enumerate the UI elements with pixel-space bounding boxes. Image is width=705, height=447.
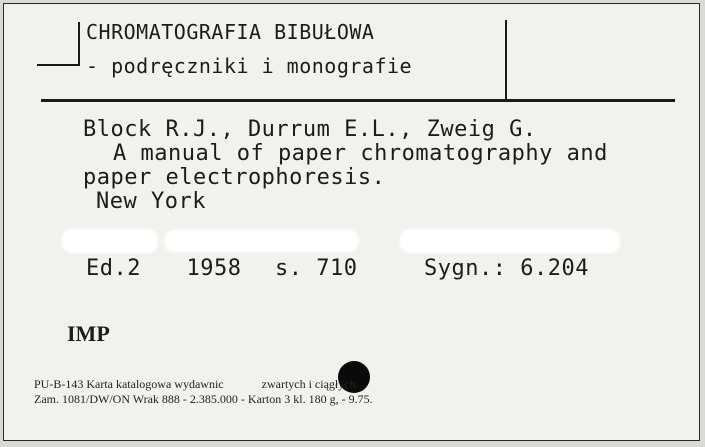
footer-text-a: PU-B-143 Karta katalogowa wydawnic	[34, 377, 224, 391]
edition-line	[86, 256, 357, 282]
edition: Ed.2	[86, 256, 141, 281]
entry-authors: Block R.J., Durrum E.L., Zweig G.	[83, 117, 537, 142]
footer-line-2: Zam. 1081/DW/ON Wrak 888 - 2.385.000 - Karton 3 kl. 180 g, - 9.75.	[34, 392, 373, 406]
redaction-mark	[62, 229, 158, 253]
year: 1958	[186, 256, 242, 281]
entry-title: A manual of paper chromatography and	[113, 141, 608, 166]
location-code: IMP	[67, 321, 110, 346]
subject-heading: CHROMATOGRAFIA BIBUŁOWA	[86, 20, 375, 44]
footer-line-1	[34, 377, 359, 391]
heading-bracket-vertical	[78, 22, 80, 64]
pages: s. 710	[274, 256, 358, 281]
call-number: 6.204	[520, 256, 589, 281]
subject-subheading: - podręczniki i monografie	[86, 54, 413, 78]
catalog-card	[3, 3, 700, 441]
call-number-line	[424, 256, 589, 282]
header-rule	[41, 99, 675, 102]
bibliographic-entry	[83, 118, 608, 214]
heading-bracket-horizontal	[37, 64, 80, 66]
entry-place: New York	[96, 189, 206, 214]
call-number-label: Sygn.:	[424, 256, 507, 281]
entry-title-cont: paper electrophoresis.	[83, 165, 386, 190]
redaction-mark	[164, 230, 359, 252]
heading-divider	[505, 20, 507, 100]
redaction-mark	[400, 229, 620, 253]
footer-text-b: zwartych i ciągłych.	[261, 377, 359, 391]
